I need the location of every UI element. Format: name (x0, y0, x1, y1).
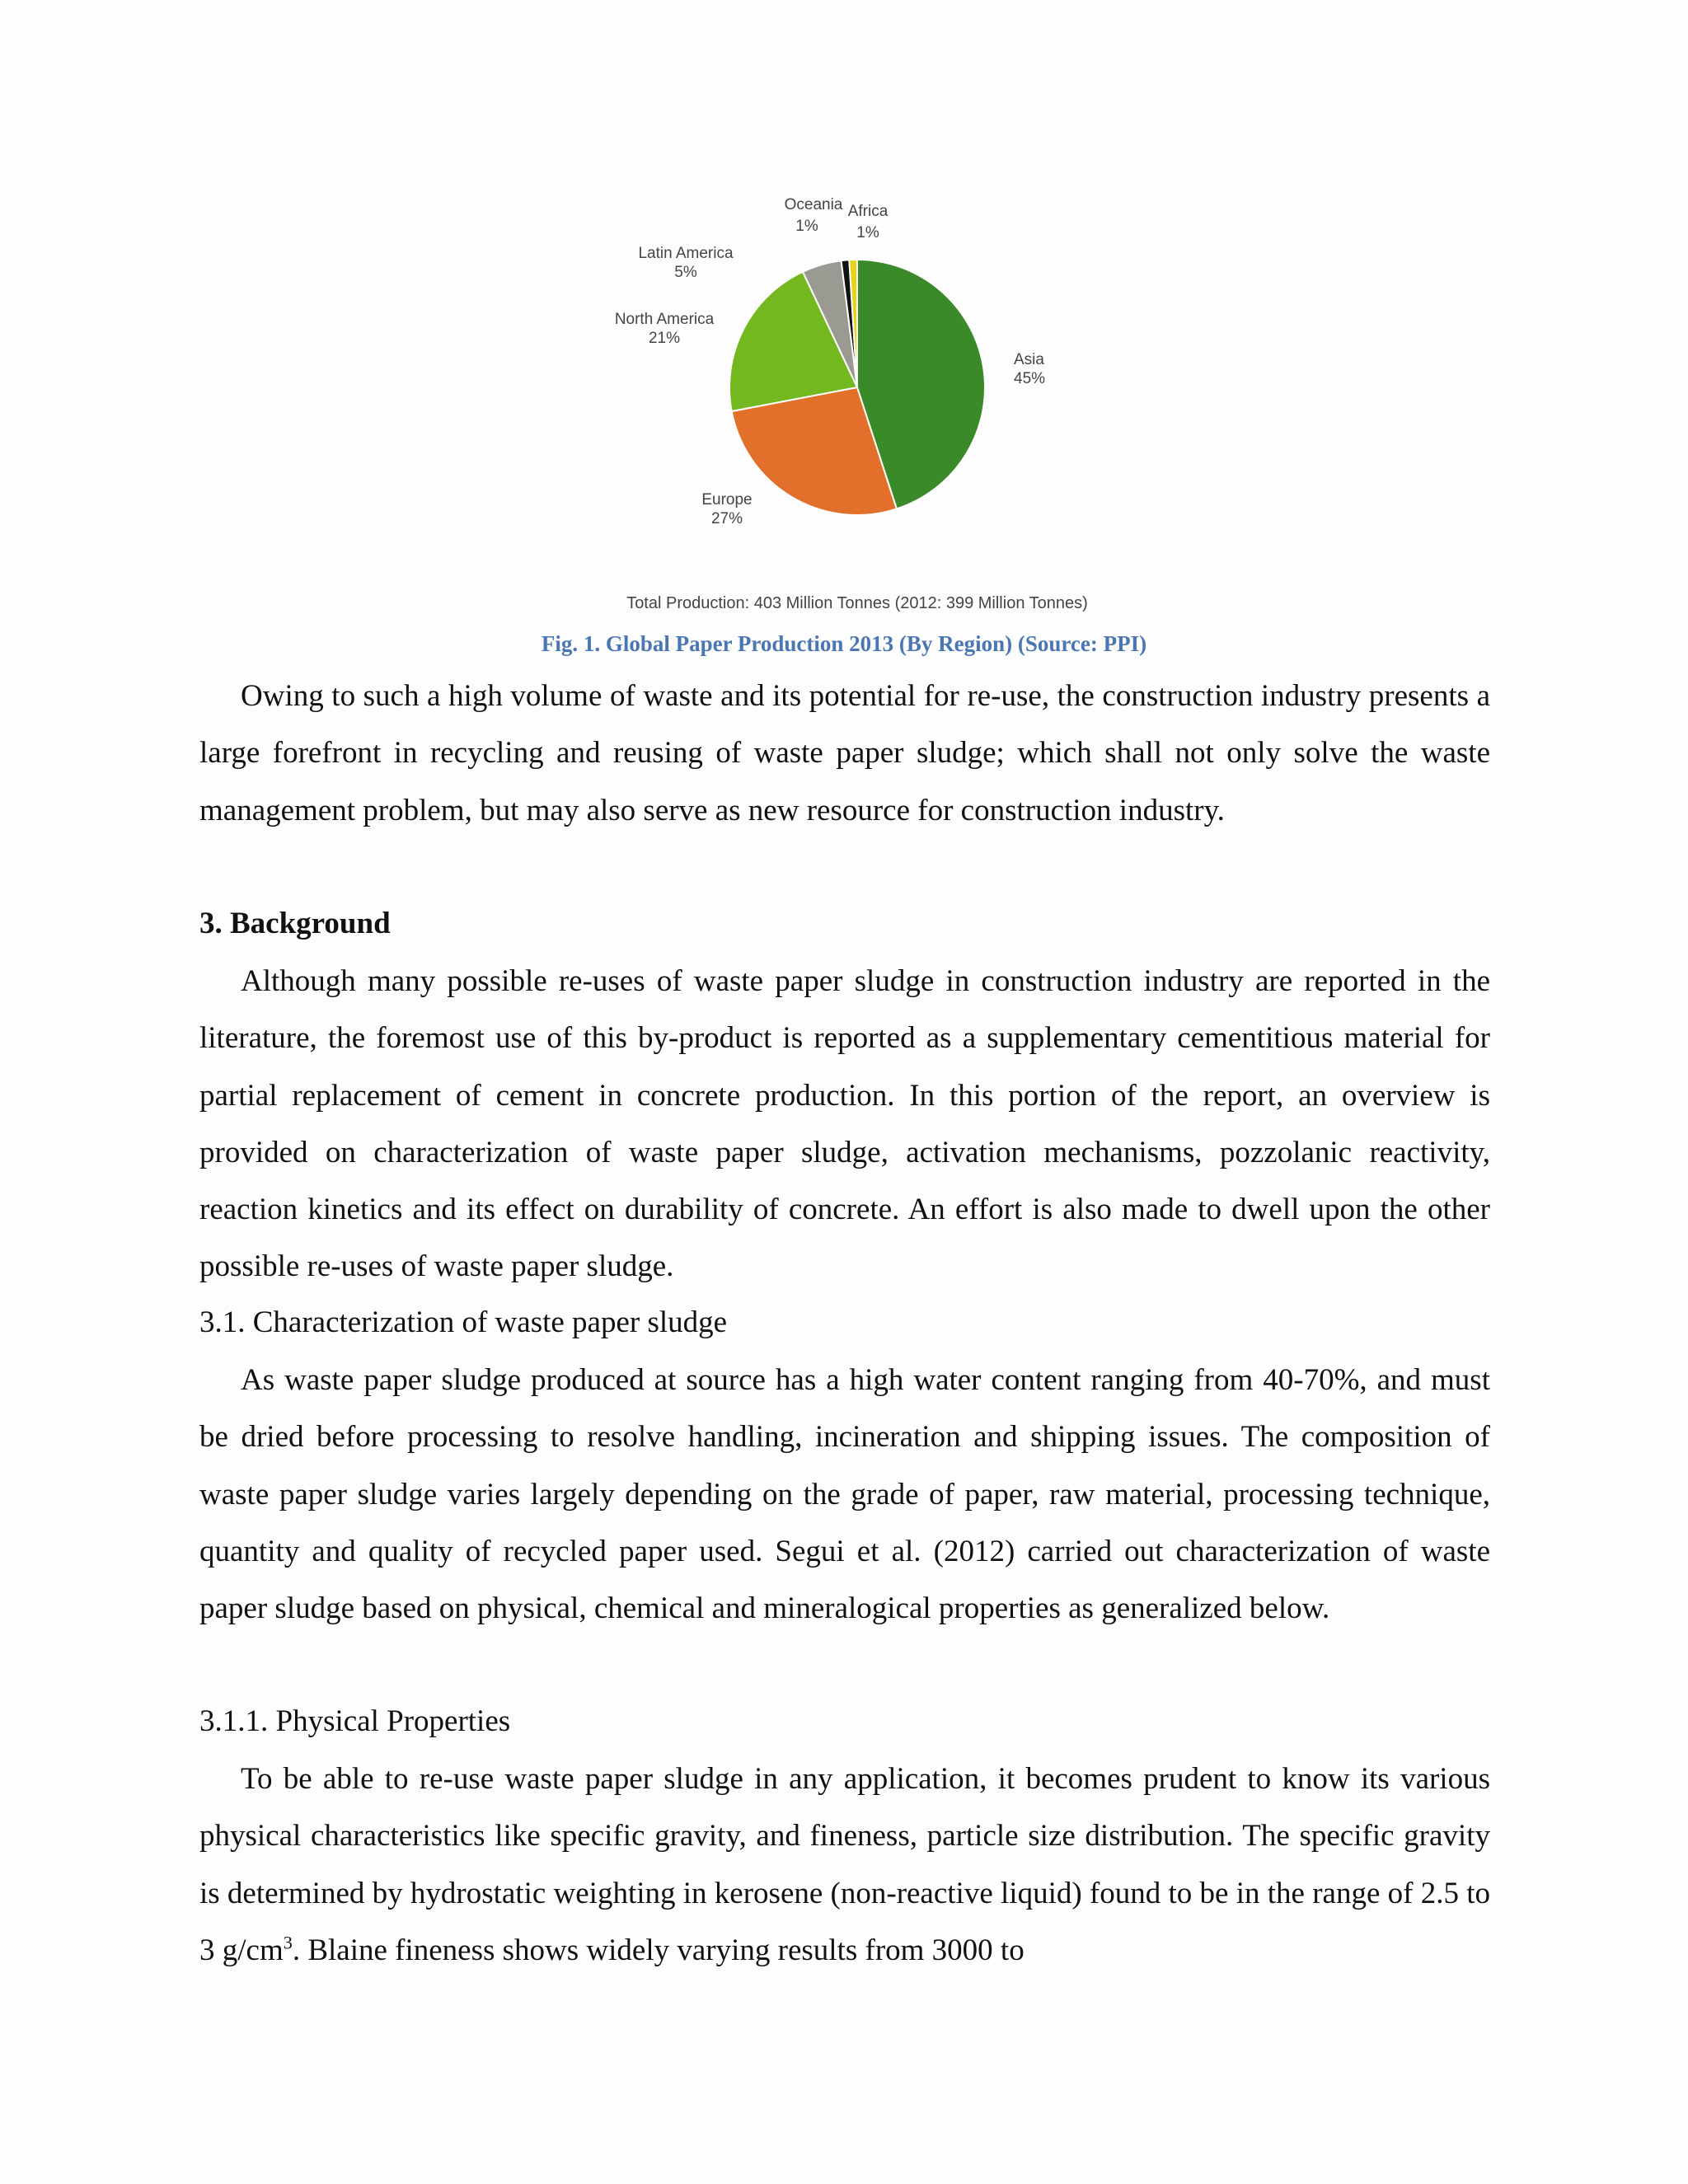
physical-text-end: . Blaine fineness shows widely varying results from 3000 to (292, 1933, 1025, 1967)
section-heading-background: 3. Background (199, 907, 391, 940)
subsubsection-heading-physical: 3.1.1. Physical Properties (199, 1704, 511, 1738)
pie-value-oceania: 1% (795, 218, 818, 235)
pie-value-africa: 1% (856, 224, 879, 241)
superscript-3: 3 (283, 1932, 293, 1953)
paragraph-physical-properties (199, 1750, 1490, 1979)
pie-label-oceania: Oceania (784, 198, 843, 213)
pie-label-africa: Africa (847, 203, 889, 220)
paragraph-background: Although many possible re-uses of waste paper sludge in construction industry are reported in the literature, the foremost use of this by-product is reported as a supplementary cementitious material for partial replacement of cement in concrete production. In this portion of the report, an overview is provided on characterization of waste paper sludge, activation mechanisms, pozzolanic reactivity, reaction kinetics and its effect on durability of concrete. An effort is also made to dwell upon the other possible re-uses of waste paper sludge. (199, 964, 1490, 1284)
figure-caption: Fig. 1. Global Paper Production 2013 (By Region) (Source: PPI) (541, 631, 1147, 656)
physical-text: To be able to re-use waste paper sludge in any application, it becomes prudent to know its various physical characteristics like specific gravity, and fineness, particle size distribution. The specific gravity is determined by hydrostatic weighting in kerosene (non-reactive liquid) found to be in the range of 2.5 to 3 g/cm (199, 1762, 1490, 1967)
total-production-label: Total Production: 403 Million Tonnes (2012: 399 Million Tonnes) (626, 594, 1088, 612)
subsection-heading-characterization: 3.1. Characterization of waste paper sludge (199, 1305, 728, 1339)
pie-value-latin-america: 5% (674, 264, 697, 281)
pie-value-europe: 27% (710, 510, 743, 527)
pie-label-asia: Asia (1014, 351, 1044, 368)
paragraph-characterization: As waste paper sludge produced at source has a high water content ranging from 40-70%, and must be dried before processing to resolve handling, incineration and shipping issues. The composition of waste paper sludge varies largely depending on the grade of paper, raw material, processing technique, quantity and quality of recycled paper used. Segui et al. (2012) carried out characterization of waste paper sludge based on physical, chemical and mineralogical properties as generalized below. (199, 1363, 1490, 1626)
pie-label-latin-america: Latin America (638, 245, 734, 262)
pie-chart (577, 198, 1137, 626)
pie-label-north-america: North America (614, 311, 715, 328)
pie-value-north-america: 21% (648, 330, 681, 347)
paragraph-intro: Owing to such a high volume of waste and its potential for re-use, the construction industry presents a large forefront in recycling and reusing of waste paper sludge; which shall not only solve the waste management problem, but may also serve as new resource for construction industry. (199, 679, 1490, 827)
pie-label-europe: Europe (701, 491, 753, 509)
pie-value-asia: 45% (1014, 370, 1046, 387)
